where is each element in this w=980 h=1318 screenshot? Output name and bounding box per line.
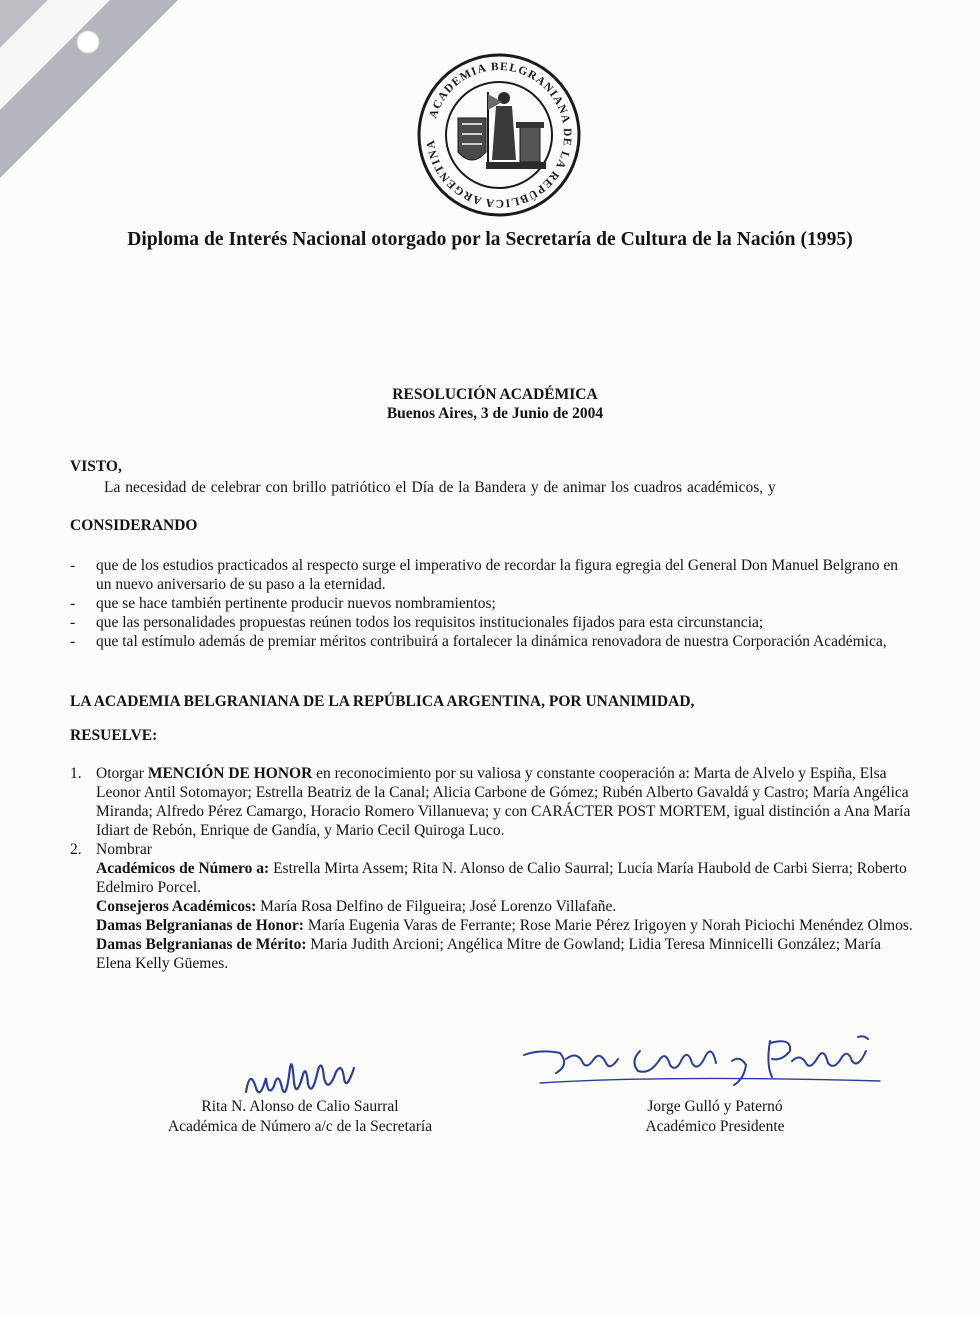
signatory-right — [590, 1097, 840, 1137]
visto-heading: VISTO, — [70, 458, 122, 475]
item-text — [96, 764, 920, 840]
item-number: 2. — [70, 841, 82, 858]
group-label: Damas Belgranianas de Mérito: — [96, 936, 307, 953]
considerando-item-text: que las personalidades propuestas reúnen todos los requisitos institucionales fijados para esta circunstancia; — [96, 614, 764, 631]
considerando-item-text: que tal estímulo además de premiar méritos contribuirá a fortalecer la dinámica renovadora de nuestra Corporación Académica, — [96, 633, 887, 650]
list-item — [70, 594, 910, 613]
svg-text:ACADEMIA BELGRANIANA DE LA REP: ACADEMIA BELGRANIANA DE LA REPÚBLICA ARGENTINA — [425, 60, 574, 210]
group-label: Damas Belgranianas de Honor: — [96, 917, 304, 934]
academy-seal — [416, 52, 582, 218]
signatory-name: Jorge Gulló y Paternó — [647, 1098, 783, 1115]
list-item — [70, 632, 910, 651]
resuelve-item-2 — [70, 840, 920, 859]
bullet: - — [70, 557, 76, 574]
list-item — [70, 556, 910, 594]
resolution-heading — [0, 385, 980, 423]
group-label: Consejeros Académicos: — [96, 898, 257, 915]
mention-honor: MENCIÓN DE HONOR — [147, 765, 313, 782]
list-item — [70, 613, 910, 632]
group-names: María Eugenia Varas de Ferrante; Rose Marie Pérez Irigoyen y Norah Piciochi Menéndez Olmos. — [303, 917, 913, 934]
signatory-name: Rita N. Alonso de Calio Saurral — [201, 1098, 399, 1115]
considerando-list — [70, 556, 910, 651]
considerando-heading: CONSIDERANDO — [70, 517, 198, 534]
flag-corner-decoration — [0, 0, 340, 190]
signatory-role: Académico Presidente — [645, 1118, 785, 1135]
diploma-title: Diploma de Interés Nacional otorgado por la Secretaría de Cultura de la Nación (1995) — [127, 229, 853, 250]
resuelve-list — [70, 764, 920, 973]
group-names: Estrella Mirta Assem; Rita N. Alonso de Calio Saurral; Lucía María Haubold de Carbi Sierra; Roberto Edelmiro Porcel. — [96, 860, 907, 896]
appointment-group — [96, 935, 920, 973]
item-text: Nombrar — [96, 841, 152, 858]
bullet: - — [70, 633, 76, 650]
academy-statement: LA ACADEMIA BELGRANIANA DE LA REPÚBLICA ARGENTINA, POR UNANIMIDAD, — [70, 693, 695, 710]
right-signature — [520, 1025, 900, 1095]
signatory-left — [120, 1097, 480, 1137]
resuelve-item-1 — [70, 764, 920, 840]
group-names: María Rosa Delfino de Filgueira; José Lorenzo Villafañe. — [256, 898, 617, 915]
considerando-item-text: que se hace también pertinente producir nuevos nombramientos; — [96, 595, 496, 612]
appointment-group — [96, 859, 920, 897]
appointment-group — [96, 897, 920, 916]
considerando-item-text: que de los estudios practicados al respecto surge el imperativo de recordar la figura egregia del General Don Manuel Belgrano en un nuevo aniversario de su paso a la eternidad. — [96, 557, 898, 593]
group-label: Académicos de Número a: — [96, 860, 270, 877]
signatory-role: Académica de Número a/c de la Secretaría — [167, 1118, 433, 1135]
resolution-title: RESOLUCIÓN ACADÉMICA — [392, 386, 598, 403]
resuelve-heading: RESUELVE: — [70, 727, 158, 744]
place-date: Buenos Aires, 3 de Junio de 2004 — [386, 405, 604, 422]
item-prefix: Otorgar — [96, 765, 148, 782]
appointment-group — [96, 916, 920, 935]
visto-text: La necesidad de celebrar con brillo patriótico el Día de la Bandera y de animar los cuadros académicos, y — [104, 479, 776, 496]
item-number: 1. — [70, 765, 82, 782]
bullet: - — [70, 595, 76, 612]
item-body: en reconocimiento por su valiosa y constante cooperación a: Marta de Alvelo y Espiña, Elsa Leonor Antil Sotomayor; Estrella Beatriz de la Canal; Alicia Carbone de Gómez; Rubén Alberto Gavaldá y Castro; María Angélica Miranda; Alfredo Pérez Camargo, Horacio Romero Villanueva; y con CARÁCTER POST MORTEM, igual distinción a Ana María Idiart de Rebón, Enrique de Gandía, y Mario Cecil Quiroga Luco. — [96, 765, 911, 839]
bullet: - — [70, 614, 76, 631]
group-names: Maria Judith Arcioni; Angélica Mitre de Gowland; Lidia Teresa Minnicelli González; María Elena Kelly Güemes. — [96, 936, 882, 972]
